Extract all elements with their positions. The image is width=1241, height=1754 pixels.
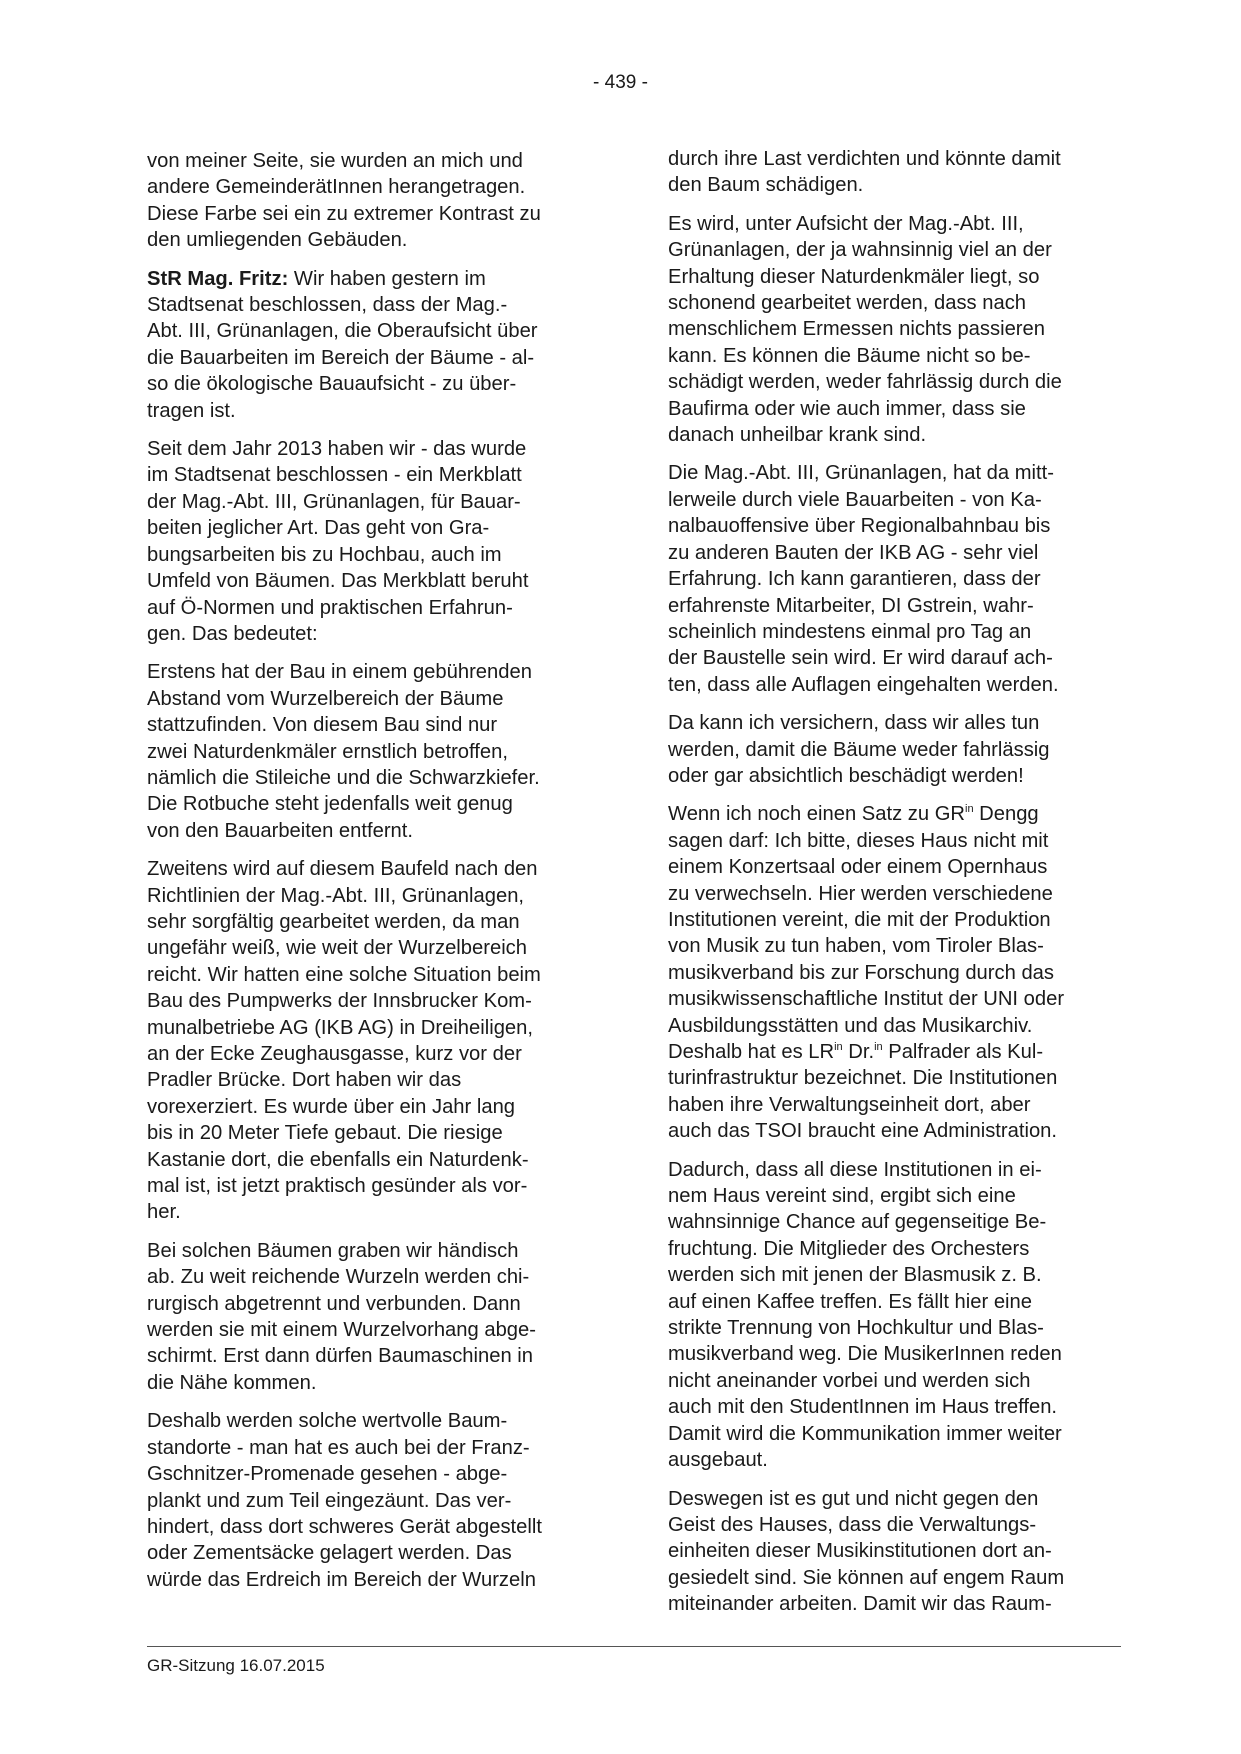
speaker-name: StR Mag. Fritz: [147,267,289,290]
text-run: turinfrastruktur bezeichnet. Die Institutionen haben ihre Verwaltungseinheit dort, aber auch das TSOI braucht eine Administration. [668,1067,1058,1143]
text-run: Wenn ich noch einen Satz zu GR [668,803,965,826]
paragraph: Seit dem Jahr 2013 haben wir - das wurde im Stadtsenat beschlossen - ein Merkblatt der Mag.-Abt. III, Grünanlagen, für Bauar- beiten jeglicher Art. Das geht von Gra- bungsarbeiten bis zu Hochbau, auch im Umfeld von Bäumen. Das Merkblatt beruht auf Ö-Normen und praktischen Erfahrun- gen. Das bedeutet: [147,438,529,645]
paragraph [668,801,1121,1144]
text-run: sagen darf: Ich bitte, dieses Haus nicht mit einem Konzertsaal oder einem Opernhaus zu verwechseln. Hier werden verschiedene Institutionen vereint, die mit der Produktion von Musik zu tun haben, vom Tiroler Blas- musikverband bis zur Forschung durch das musikwissenschaftliche Institut der UNI oder Ausbildungsstätten und das Musikarchiv. [668,829,1065,1037]
paragraph: Bei solchen Bäumen graben wir händisch ab. Zu weit reichende Wurzeln werden chi- rurgisch abgetrennt und verbunden. Dann werden sie mit einem Wurzelvorhang abge- schirmt. Erst dann dürfen Baumaschinen in die Nähe kommen. [147,1239,536,1394]
text-run: Deshalb hat es LR [668,1041,835,1063]
paragraph: Es wird, unter Aufsicht der Mag.-Abt. III, Grünanlagen, der ja wahnsinnig viel an der Erhaltung dieser Naturdenkmäler liegt, so schonend gearbeitet werden, dass nach menschlichem Ermessen nichts passieren kann. Es können die Bäume nicht so be- schädigt werden, weder fahrlässig durch die Baufirma oder wie auch immer, dass sie danach unheilbar krank sind. [668,212,1062,447]
paragraph [147,266,600,424]
paragraph: durch ihre Last verdichten und könnte damit den Baum schädigen. [668,148,1061,197]
paragraph: Die Mag.-Abt. III, Grünanlagen, hat da mitt- lerweile durch viele Bauarbeiten - von Ka- nalbauoffensive über Regionalbahnbau bis zu anderen Bauten der IKB AG - sehr viel Erfahrung. Ich kann garantieren, dass der erfahrenste Mitarbeiter, DI Gstrein, wahr- scheinlich mindestens einmal pro Tag an der Baustelle sein wird. Er wird darauf ach- ten, dass alle Auflagen eingehalten werden. [668,462,1059,696]
right-column [668,146,1121,1630]
paragraph: Deshalb werden solche wertvolle Baum- standorte - man hat es auch bei der Franz- Gschnitzer-Promenade gesehen - abge- plankt und zum Teil eingezäunt. Das ver- hindert, dass dort schweres Gerät abgestellt oder Zementsäcke gelagert werden. Das würde das Erdreich im Bereich der Wurzeln [147,1410,542,1591]
paragraph: Deswegen ist es gut und nicht gegen den Geist des Hauses, dass die Verwaltungs- einheiten dieser Musikinstitutionen dort an- gesiedelt sind. Sie können auf engem Raum miteinander arbeiten. Damit wir das Raum- [668,1487,1065,1616]
superscript: in [965,803,974,816]
paragraph: von meiner Seite, sie wurden an mich und andere GemeinderätInnen herangetragen. Diese Farbe sei ein zu extremer Kontrast zu den umliegenden Gebäuden. [147,150,541,252]
page-number: - 439 - [593,72,648,93]
paragraph: Zweitens wird auf diesem Baufeld nach den Richtlinien der Mag.-Abt. III, Grünanlagen, sehr sorgfältig gearbeitet werden, da man ungefähr weiß, wie weit der Wurzelbereich reicht. Wir hatten eine solche Situation beim Bau des Pumpwerks der Innsbrucker Kom- munalbetriebe AG (IKB AG) in Dreiheiligen, an der Ecke Zeughausgasse, kurz vor der Pradler Brücke. Dort haben wir das vorexerziert. Es wurde über ein Jahr lang bis in 20 Meter Tiefe gebaut. Die riesige Kastanie dort, die ebenfalls ein Naturdenk- mal ist, ist jetzt praktisch gesünder als vor- her. [147,858,541,1224]
text-run: Dr. [842,1041,875,1063]
superscript: in [834,1041,843,1053]
paragraph: Da kann ich versichern, dass wir alles tun werden, damit die Bäume weder fahrlässig oder gar absichtlich beschädigt werden! [668,712,1050,787]
text-run: Dengg [973,803,1039,826]
paragraph: Erstens hat der Bau in einem gebührenden Abstand vom Wurzelbereich der Bäume stattzufinden. Von diesem Bau sind nur zwei Naturdenkmäler ernstlich betroffen, nämlich die Stileiche und die Schwarzkiefer. Die Rotbuche steht jedenfalls weit genug von den Bauarbeiten entfernt. [147,661,540,842]
footer-divider [147,1646,1121,1647]
paragraph-text: Wir haben gestern im Stadtsenat beschlossen, dass der Mag.- Abt. III, Grünanlagen, die Oberaufsicht über die Bauarbeiten im Bereich der Bäume - al- so die ökologische Bauaufsicht - zu über- tragen ist. [147,267,538,422]
text-run: Palfrader als Kul- [882,1041,1044,1063]
paragraph: Dadurch, dass all diese Institutionen in ei- nem Haus vereint sind, ergibt sich eine wahnsinnige Chance auf gegenseitige Be- fruchtung. Die Mitglieder des Orchesters werden sich mit jenen der Blasmusik z. B. auf einen Kaffee treffen. Es fällt hier eine strikte Trennung von Hochkultur und Blas- musikverband weg. Die MusikerInnen reden nicht aneinander vorbei und werden sich auch mit den StudentInnen im Haus treffen. Damit wird die Kommunikation immer weiter ausgebaut. [668,1158,1062,1472]
superscript: in [874,1041,883,1053]
footer-text: GR-Sitzung 16.07.2015 [147,1656,325,1675]
left-column [147,148,600,1605]
